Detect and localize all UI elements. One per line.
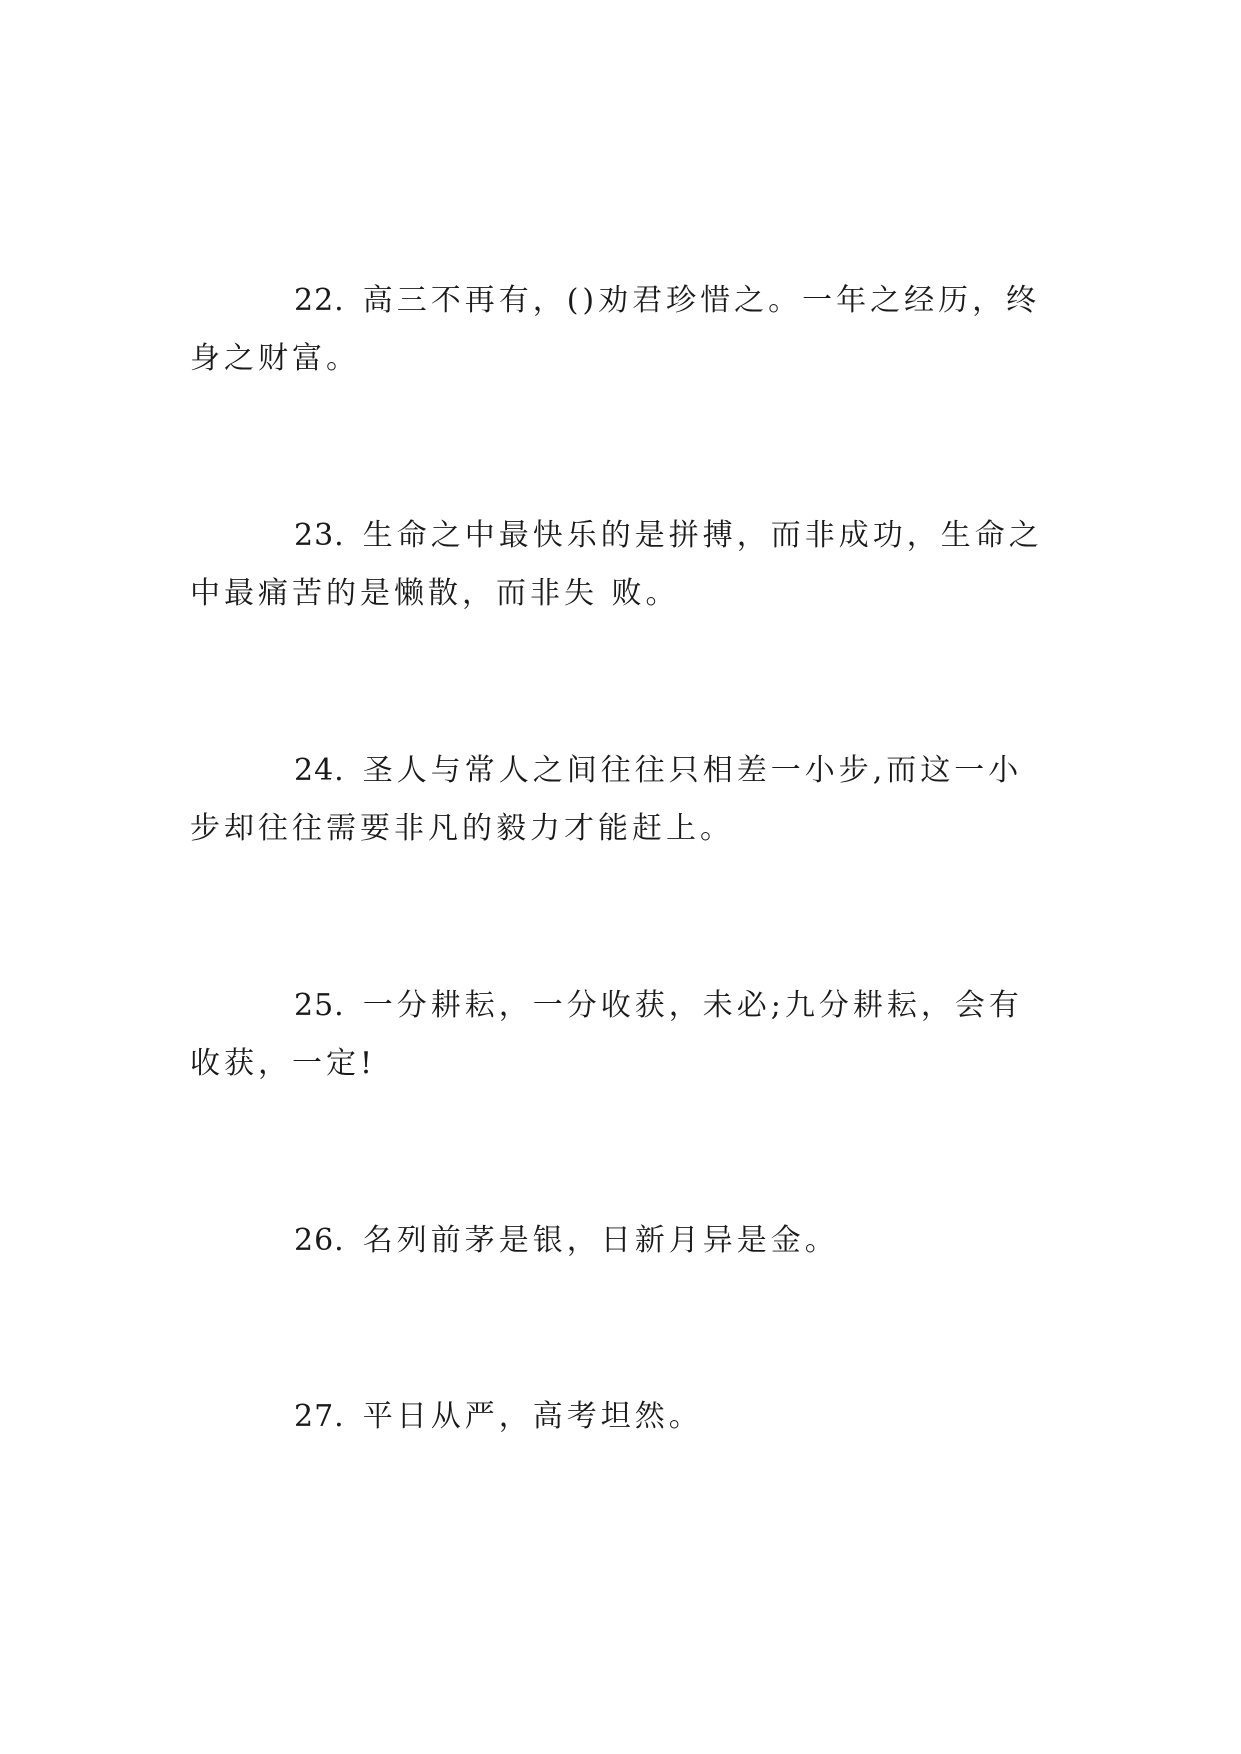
list-item — [190, 977, 1050, 1093]
item-text: 平日从严，高考坦然。 — [362, 1399, 703, 1434]
list-item — [190, 507, 1050, 623]
list-item — [190, 1388, 1050, 1446]
item-text: 圣人与常人之间往往只相差一小步,而这一小步却往往需要非凡的毅力才能赶上。 — [190, 753, 1023, 846]
item-text: 名列前茅是银，日新月异是金。 — [362, 1223, 839, 1258]
item-text: 一分耕耘，一分收获，未必;九分耕耘，会有收获，一定! — [190, 988, 1023, 1081]
item-number: 27. — [294, 1399, 345, 1434]
item-text: 生命之中最快乐的是拼搏，而非成功，生命之中最痛苦的是懒散，而非失 败。 — [190, 518, 1043, 611]
list-item — [190, 1212, 1050, 1270]
item-number: 22. — [294, 283, 345, 318]
item-number: 25. — [294, 988, 345, 1023]
list-item — [190, 272, 1050, 388]
item-number: 26. — [294, 1223, 345, 1258]
item-text: 高三不再有，()劝君珍惜之。一年之经历，终身之财富。 — [190, 283, 1041, 376]
item-number: 23. — [294, 518, 345, 553]
item-number: 24. — [294, 753, 345, 788]
list-item — [190, 742, 1050, 858]
